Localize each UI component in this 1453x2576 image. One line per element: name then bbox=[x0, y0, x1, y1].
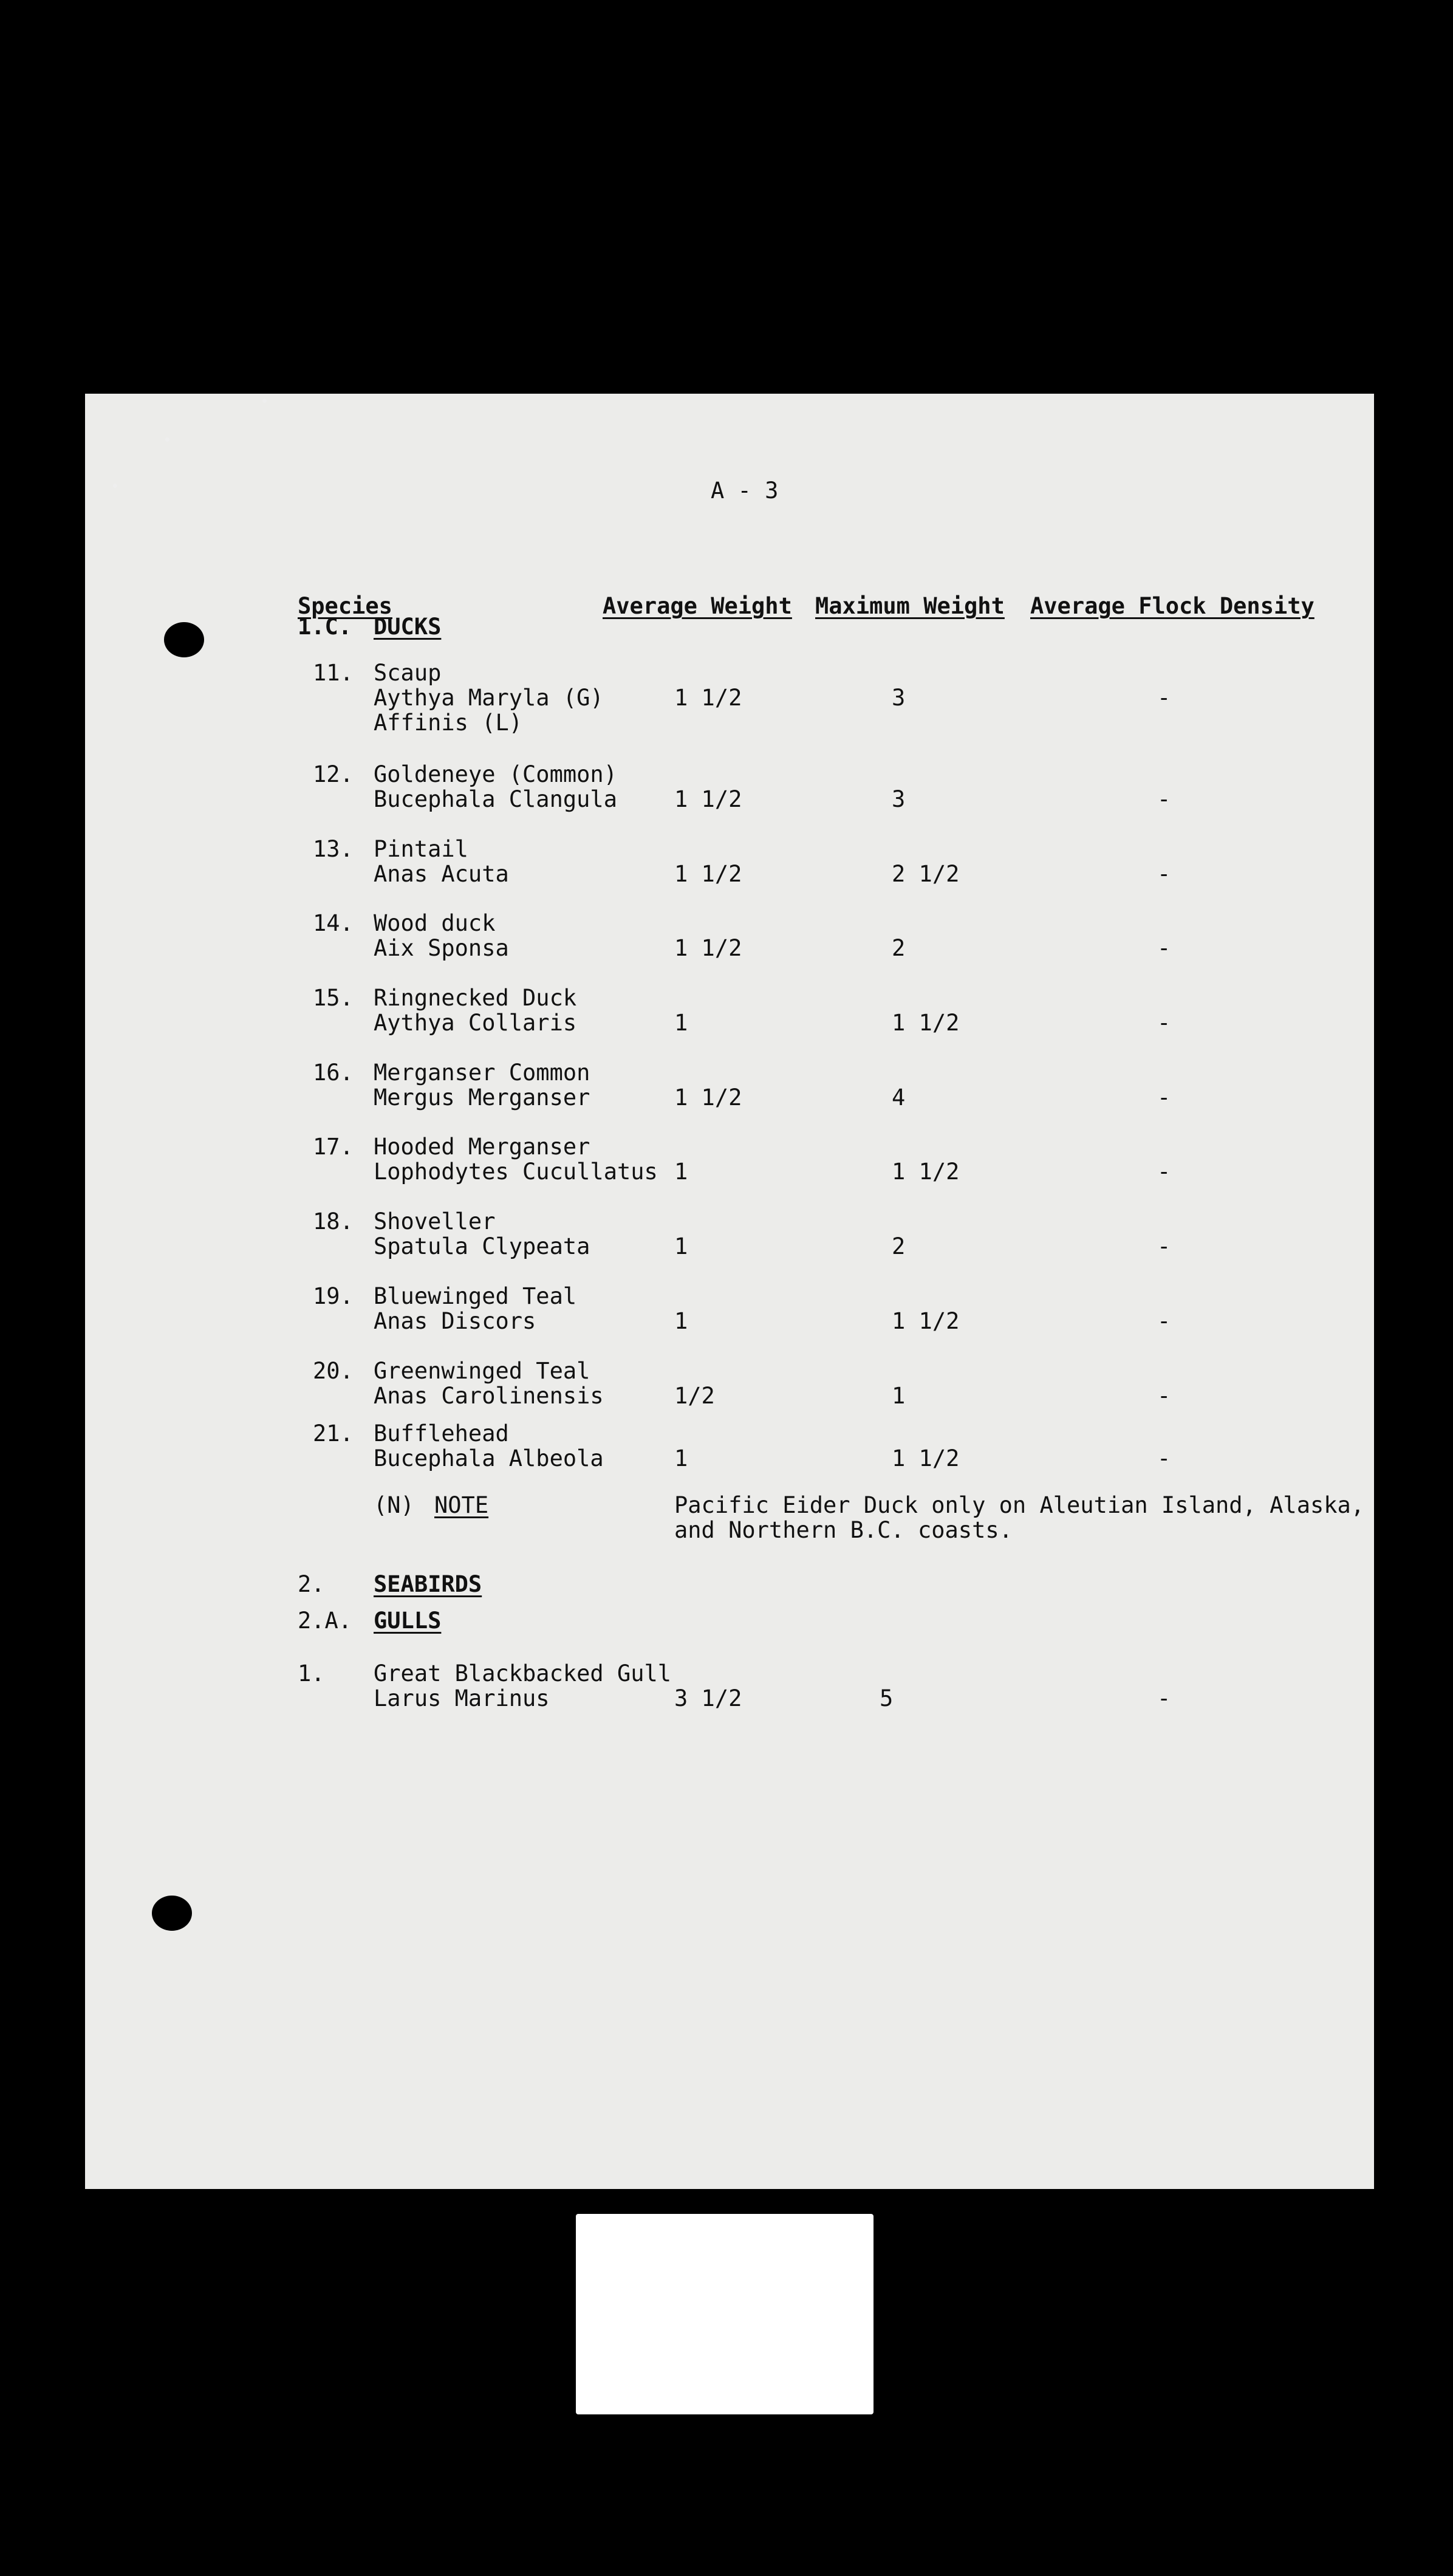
section-title: SEABIRDS bbox=[374, 1571, 482, 1597]
header-species: Species bbox=[298, 593, 392, 619]
maximum-weight-value: 2 bbox=[892, 1233, 906, 1259]
maximum-weight-value: 2 1/2 bbox=[892, 861, 960, 887]
entry-number: 13. bbox=[313, 836, 354, 862]
species-name-line: Spatula Clypeata bbox=[374, 1233, 590, 1259]
maximum-weight-value: 3 bbox=[892, 685, 906, 711]
maximum-weight-value: 1 bbox=[892, 1383, 906, 1409]
species-name-line: Larus Marinus bbox=[374, 1685, 550, 1711]
flock-density-value: - bbox=[1157, 1233, 1171, 1259]
average-weight-value: 3 1/2 bbox=[674, 1685, 742, 1711]
section-number: 2. bbox=[298, 1571, 325, 1597]
species-name-line: Great Blackbacked Gull bbox=[374, 1660, 672, 1687]
film-speck bbox=[165, 437, 169, 442]
species-name-line: Bucephala Clangula bbox=[374, 786, 617, 812]
average-weight-value: 1/2 bbox=[674, 1383, 715, 1409]
species-name-line: Hooded Merganser bbox=[374, 1134, 590, 1160]
entry-number: 15. bbox=[313, 985, 354, 1011]
entry-number: 1. bbox=[298, 1660, 325, 1687]
flock-density-value: - bbox=[1157, 1308, 1171, 1334]
section-title: DUCKS bbox=[374, 614, 442, 640]
page-number: A - 3 bbox=[711, 478, 779, 504]
species-name-line: Pintail bbox=[374, 836, 468, 862]
flock-density-value: - bbox=[1157, 1159, 1171, 1185]
average-weight-value: 1 bbox=[674, 1445, 688, 1471]
note-text-line: Pacific Eider Duck only on Aleutian Island, Alaska, bbox=[674, 1492, 1365, 1518]
species-name-line: Bufflehead bbox=[374, 1420, 509, 1447]
maximum-weight-value: 4 bbox=[892, 1084, 906, 1111]
average-weight-value: 1 1/2 bbox=[674, 685, 742, 711]
blank-label-card bbox=[576, 2214, 874, 2414]
flock-density-value: - bbox=[1157, 861, 1171, 887]
species-name-line: Merganser Common bbox=[374, 1060, 590, 1086]
flock-density-value: - bbox=[1157, 1445, 1171, 1471]
species-name-line: Wood duck bbox=[374, 910, 496, 936]
maximum-weight-value: 1 1/2 bbox=[892, 1445, 960, 1471]
species-name-line: Anas Discors bbox=[374, 1308, 536, 1334]
film-speck bbox=[262, 399, 267, 403]
average-weight-value: 1 1/2 bbox=[674, 861, 742, 887]
entry-number: 17. bbox=[313, 1134, 354, 1160]
header-maximum-weight: Maximum Weight bbox=[815, 593, 1005, 619]
maximum-weight-value: 2 bbox=[892, 935, 906, 961]
flock-density-value: - bbox=[1157, 786, 1171, 812]
film-speck bbox=[113, 484, 117, 488]
average-weight-value: 1 1/2 bbox=[674, 1084, 742, 1111]
species-name-line: Anas Acuta bbox=[374, 861, 509, 887]
section-number: 2.A. bbox=[298, 1608, 352, 1634]
note-marker: (N) bbox=[374, 1492, 414, 1518]
flock-density-value: - bbox=[1157, 1010, 1171, 1036]
flock-density-value: - bbox=[1157, 685, 1171, 711]
note-label: NOTE bbox=[434, 1492, 489, 1518]
species-name-line: Mergus Merganser bbox=[374, 1084, 590, 1111]
average-weight-value: 1 1/2 bbox=[674, 935, 742, 961]
species-name-line: Affinis (L) bbox=[374, 710, 523, 736]
species-name-line: Goldeneye (Common) bbox=[374, 761, 617, 787]
entry-number: 16. bbox=[313, 1060, 354, 1086]
species-name-line: Lophodytes Cucullatus bbox=[374, 1159, 658, 1185]
species-name-line: Scaup bbox=[374, 660, 442, 686]
species-name-line: Greenwinged Teal bbox=[374, 1358, 590, 1384]
flock-density-value: - bbox=[1157, 1084, 1171, 1111]
punch-hole-bottom bbox=[152, 1896, 192, 1931]
maximum-weight-value: 1 1/2 bbox=[892, 1308, 960, 1334]
species-name-line: Aythya Collaris bbox=[374, 1010, 577, 1036]
flock-density-value: - bbox=[1157, 1685, 1171, 1711]
header-average-flock-density: Average Flock Density bbox=[1030, 593, 1315, 619]
species-name-line: Ringnecked Duck bbox=[374, 985, 577, 1011]
entry-number: 18. bbox=[313, 1208, 354, 1235]
species-name-line: Bucephala Albeola bbox=[374, 1445, 604, 1471]
punch-hole-top bbox=[164, 622, 204, 657]
document-page bbox=[85, 394, 1374, 2189]
species-name-line: Anas Carolinensis bbox=[374, 1383, 604, 1409]
maximum-weight-value: 1 1/2 bbox=[892, 1010, 960, 1036]
maximum-weight-value: 3 bbox=[892, 786, 906, 812]
average-weight-value: 1 bbox=[674, 1233, 688, 1259]
species-name-line: Aix Sponsa bbox=[374, 935, 509, 961]
entry-number: 14. bbox=[313, 910, 354, 936]
entry-number: 20. bbox=[313, 1358, 354, 1384]
section-title: GULLS bbox=[374, 1608, 442, 1634]
entry-number: 12. bbox=[313, 761, 354, 787]
header-average-weight: Average Weight bbox=[603, 593, 792, 619]
maximum-weight-value: 5 bbox=[880, 1685, 894, 1711]
species-name-line: Shoveller bbox=[374, 1208, 496, 1235]
flock-density-value: - bbox=[1157, 1383, 1171, 1409]
average-weight-value: 1 bbox=[674, 1159, 688, 1185]
entry-number: 19. bbox=[313, 1283, 354, 1309]
average-weight-value: 1 bbox=[674, 1010, 688, 1036]
species-name-line: Aythya Maryla (G) bbox=[374, 685, 604, 711]
flock-density-value: - bbox=[1157, 935, 1171, 961]
section-number: 1.C. bbox=[298, 614, 352, 640]
average-weight-value: 1 1/2 bbox=[674, 786, 742, 812]
entry-number: 21. bbox=[313, 1420, 354, 1447]
species-name-line: Bluewinged Teal bbox=[374, 1283, 577, 1309]
average-weight-value: 1 bbox=[674, 1308, 688, 1334]
entry-number: 11. bbox=[313, 660, 354, 686]
note-text-line: and Northern B.C. coasts. bbox=[674, 1517, 1013, 1543]
maximum-weight-value: 1 1/2 bbox=[892, 1159, 960, 1185]
